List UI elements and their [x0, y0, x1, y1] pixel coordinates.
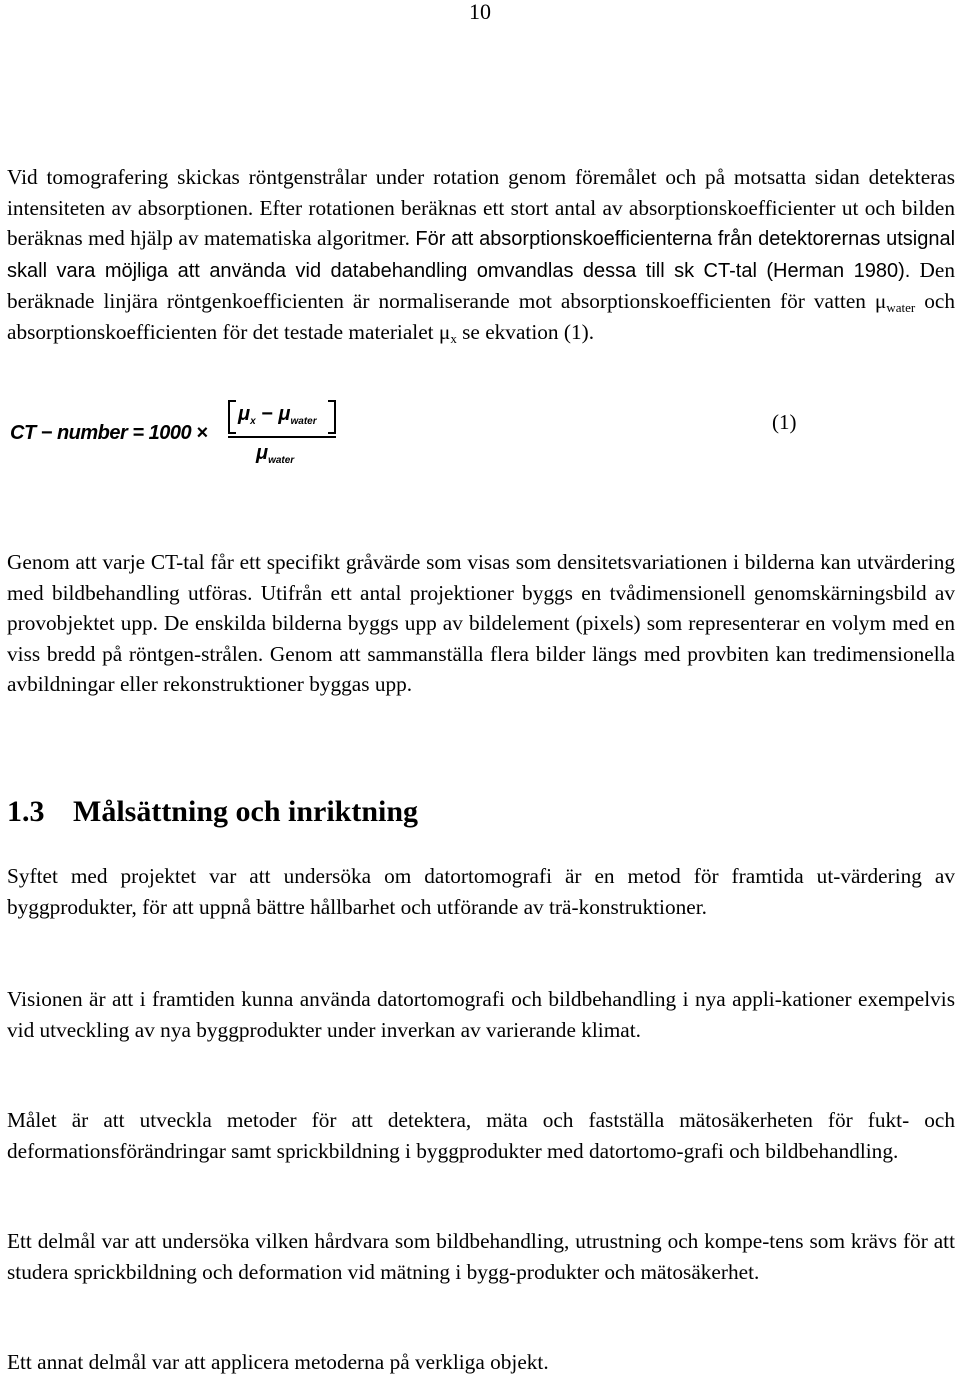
equation-fraction — [228, 400, 336, 470]
paragraph-purpose: Syftet med projektet var att undersöka om datortomografi är en metod för framtida ut-värdering av byggprodukter, för att uppnå bättre hållbarhet och utförande av trä-konstruktioner. — [7, 864, 955, 919]
subscript-x: x — [450, 330, 457, 346]
paragraph-goal: Målet är att utveckla metoder för att detektera, mäta och fastställa mätosäkerheten för fukt- och deformationsförändringar samt sprickbildning i byggprodukter med datortomo-grafi och bildbehandling. — [7, 1108, 955, 1163]
paragraph-text: Vid tomografering skickas röntgenstrålar under rotation genom föremålet och på motsatta sidan detekteras intensiteten av absorptionen. Efter rotationen beräknas ett stort antal av absorptionskoefficienter ut och bilden beräknas med hjälp av matematiska algoritmer. — [7, 165, 955, 250]
paragraph-text-sans: För att absorptionskoefficienterna från detektorernas utsignal skall vara möjliga att använda vid databehandling omvandlas dessa till sk CT-tal (Herman 1980). — [7, 228, 956, 282]
minus-mu: − μ — [255, 403, 291, 425]
paragraph-text: och absorptionskoefficienten för det testade materialet μ — [7, 289, 955, 344]
paragraph-subgoal-2: Ett annat delmål var att applicera metoderna på verkliga objekt. — [7, 1350, 549, 1374]
section-number: 1.3 — [7, 795, 45, 828]
equation-numerator — [238, 403, 317, 427]
paragraph-ct-intro — [7, 162, 955, 347]
paragraph-vision: Visionen är att i framtiden kunna använda datortomografi och bildbehandling i nya appli-kationer exempelvis vid utveckling av nya byggprodukter under inverkan av varierande klimat. — [7, 987, 955, 1042]
left-bracket — [228, 400, 236, 434]
right-bracket — [328, 400, 336, 434]
subscript-x: x — [250, 416, 256, 427]
subscript-water: water — [268, 455, 295, 466]
paragraph-text: se ekvation (1). — [456, 319, 595, 344]
mu-symbol: μ — [256, 442, 269, 464]
section-heading — [7, 792, 418, 832]
paragraph-ct-values: Genom att varje CT-tal får ett specifikt gråvärde som visas som densitetsvariationen i bilderna kan utvärdering med bildbehandling utföras. Utifrån ett antal projektioner byggs en tvådimensionell genomskärningsbild av provobjektet upp. De enskilda bilderna byggs upp av bildelement (pixels) som representerar en volym med en viss bredd på röntgen-strålen. Genom att sammanställa flera bilder längs med provbiten kan tredimensionella avbildningar eller rekonstruktioner byggas upp. — [7, 550, 955, 696]
equation-denominator — [256, 442, 294, 466]
page-number: 10 — [469, 0, 491, 24]
section-title: Målsättning och inriktning — [73, 795, 419, 828]
ct-number-equation — [10, 398, 340, 470]
paragraph-text: Den beräknade linjära röntgenkoefficienten är normaliserande mot absorptionskoefficienten för vatten μ — [7, 257, 955, 313]
subscript-water: water — [886, 300, 916, 315]
equation-lhs: CT − number = 1000 × — [10, 422, 208, 444]
fraction-line — [228, 436, 336, 438]
subscript-water: water — [290, 416, 317, 427]
equation-label: (1) — [772, 410, 797, 434]
paragraph-subgoal-1: Ett delmål var att undersöka vilken hårdvara som bildbehandling, utrustning och kompe-tens som krävs för att studera sprickbildning och deformation vid mätning i bygg-produkter och mätosäkerhet. — [7, 1229, 955, 1284]
mu-symbol: μ — [238, 403, 251, 425]
